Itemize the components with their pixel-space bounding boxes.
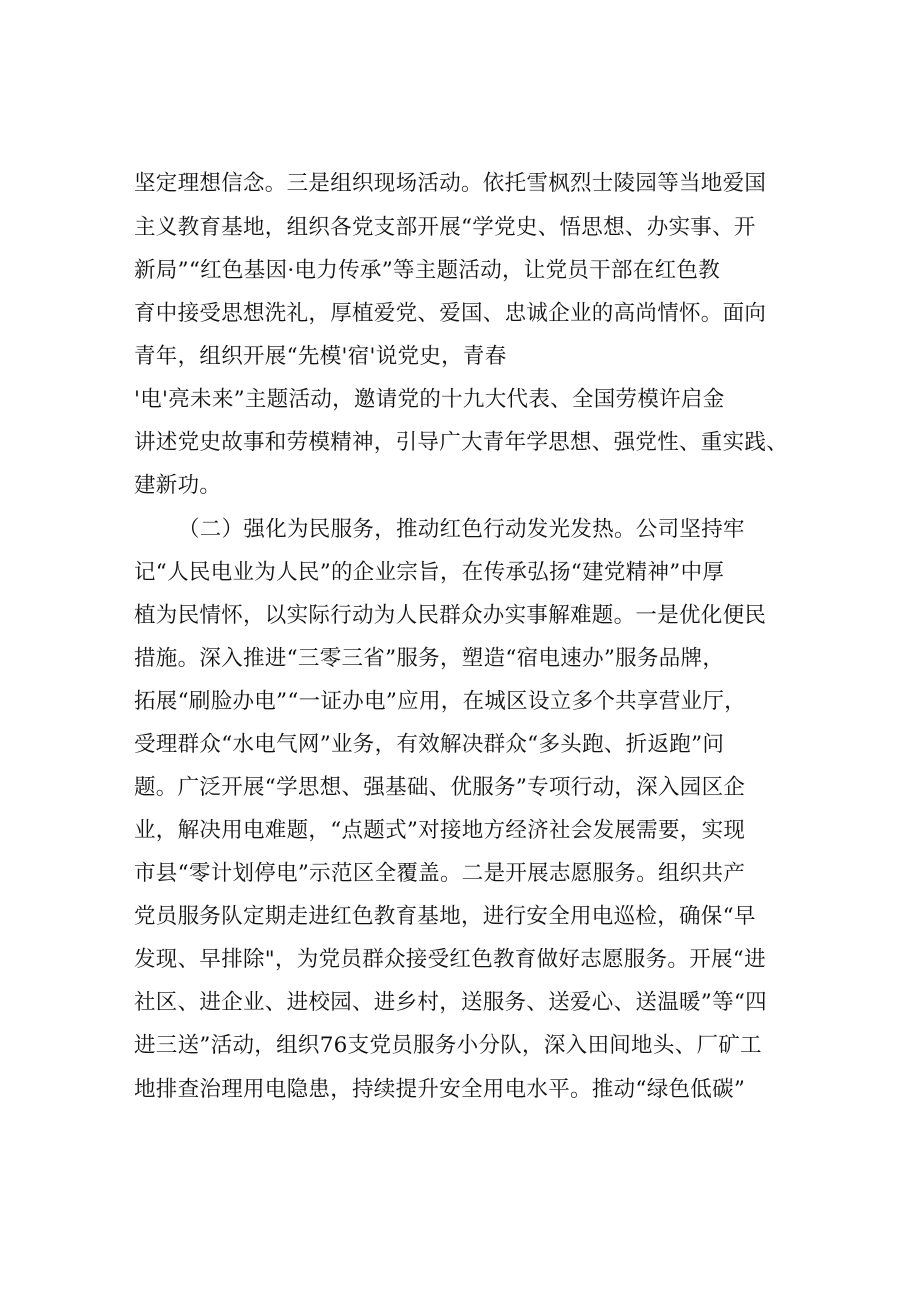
text-line: 市县“零计划停电”示范区全覆盖。二是开展志愿服务。组织共产 bbox=[134, 861, 746, 886]
text-line: 拓展“刷脸办电”“一证办电”应用，在城区设立多个共享营业厅， bbox=[134, 689, 746, 714]
text-line: 发现、早排除"，为党员群众接受红色教育做好志愿服务。开展“进 bbox=[134, 947, 766, 972]
text-line: 地排查治理用电隐患，持续提升安全用电水平。推动“绿色低碳” bbox=[134, 1077, 746, 1102]
text-line: 业，解决用电难题，“点题式”对接地方经济社会发展需要，实现 bbox=[134, 818, 746, 843]
text-line: 青年，组织开展“先模'宿'说党史，青春 bbox=[134, 344, 507, 369]
text-line: '电'亮未来”主题活动，邀请党的十九大代表、全国劳模许启金 bbox=[134, 387, 725, 412]
text-line: 建新功。 bbox=[134, 473, 222, 498]
text-line: 育中接受思想洗礼，厚植爱党、爱国、忠诚企业的高尚情怀。面向 bbox=[134, 301, 767, 326]
text-line: 主义教育基地，组织各党支部开展“学党史、悟思想、办实事、开 bbox=[134, 215, 756, 240]
paragraph-heading-line: （二）强化为民服务，推动红色行动发光发热。公司坚持牢 bbox=[178, 517, 745, 542]
text-line: 受理群众“水电气网”业务，有效解决群众“多头跑、折返跑”问 bbox=[134, 732, 725, 757]
text-line: 坚定理想信念。三是组织现场活动。依托雪枫烈士陵园等当地爱国 bbox=[134, 171, 767, 196]
text-line: 记“人民电业为人民”的企业宗旨，在传承弘扬“建党精神”中厚 bbox=[134, 560, 725, 585]
text-line: 植为民情怀，以实际行动为人民群众办实事解难题。一是优化便民 bbox=[134, 603, 767, 628]
text-line: 讲述党史故事和劳模精神，引导广大青年学思想、强党性、重实践、 bbox=[134, 430, 789, 455]
text-line: 社区、进企业、进校园、进乡村，送服务、送爱心、送温暖”等“四 bbox=[134, 990, 767, 1015]
text-line: 新局”“红色基因·电力传承”等主题活动，让党员干部在红色教 bbox=[134, 258, 721, 283]
text-line: 题。广泛开展“学思想、强基础、优服务”专项行动，深入园区企 bbox=[134, 775, 746, 800]
text-line: 进三送”活动，组织76支党员服务小分队，深入田间地头、厂矿工 bbox=[134, 1033, 762, 1058]
text-line: 党员服务队定期走进红色教育基地，进行安全用电巡检，确保“早 bbox=[134, 904, 756, 929]
text-line: 措施。深入推进“三零三省”服务，塑造“宿电速办”服务品牌， bbox=[134, 646, 725, 671]
